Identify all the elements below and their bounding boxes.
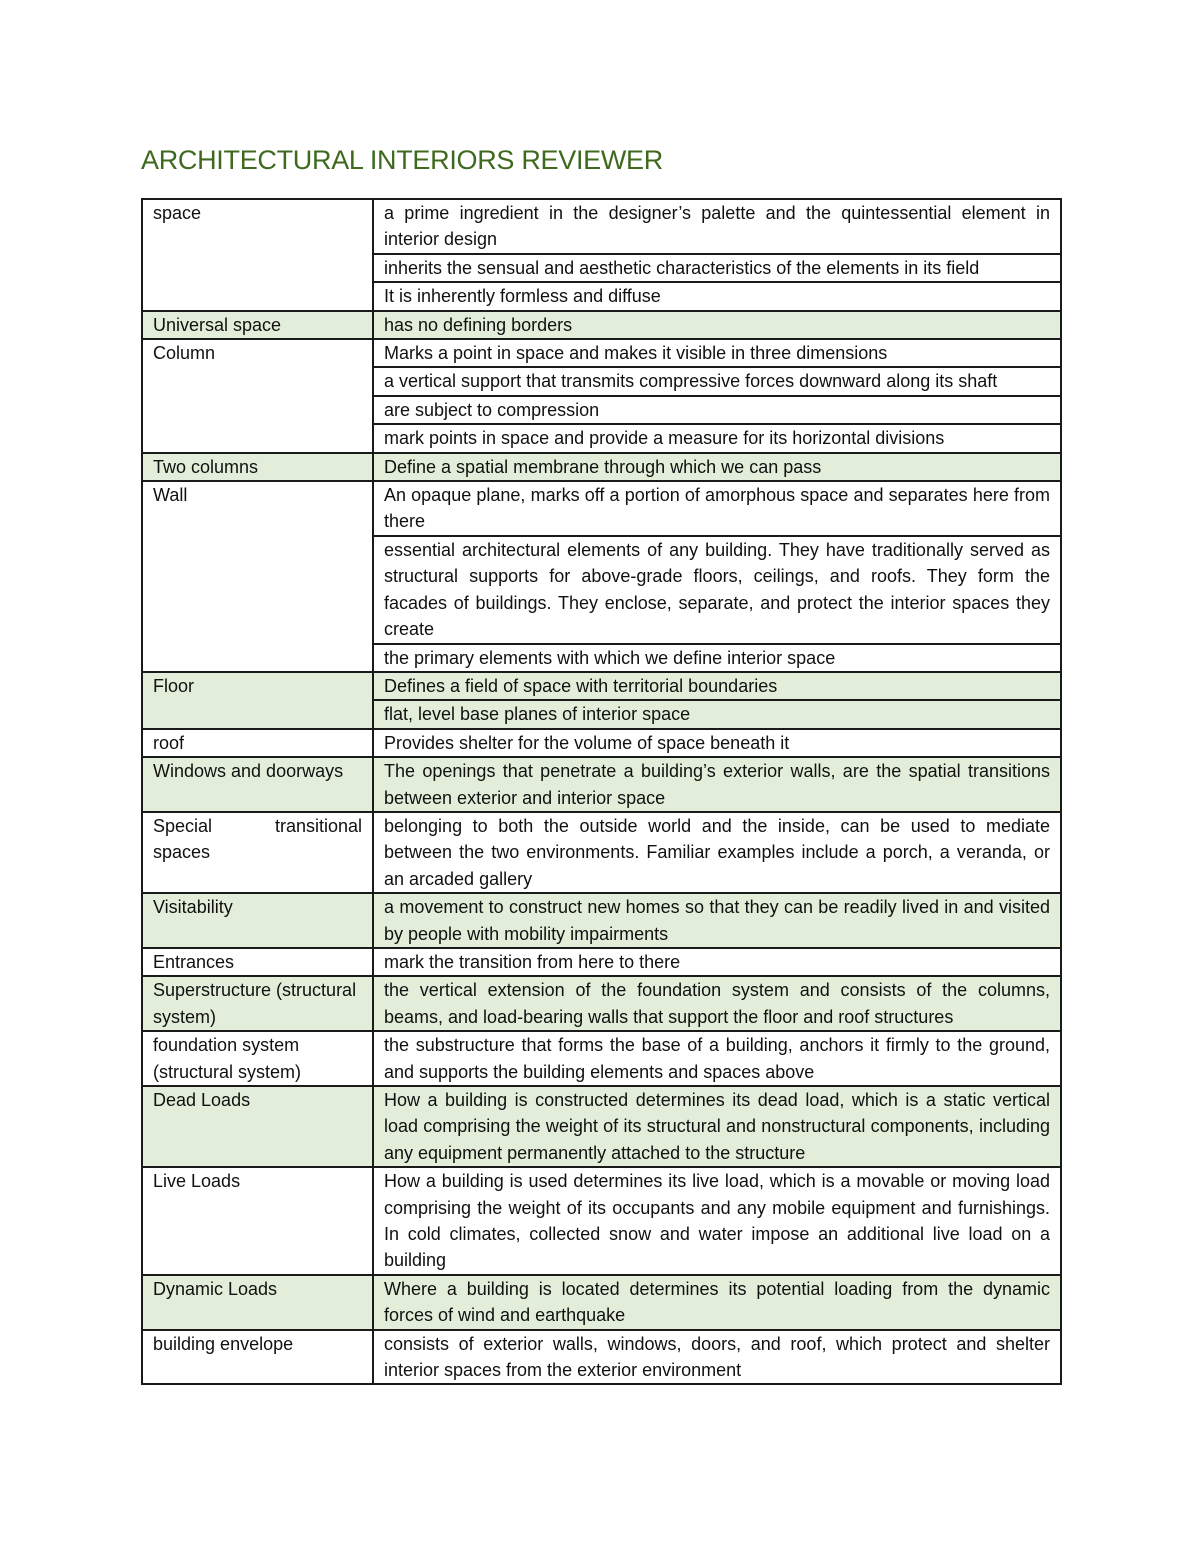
term-cell: Dead Loads bbox=[142, 1086, 373, 1167]
table-row bbox=[142, 729, 1061, 757]
term-cell: Column bbox=[142, 339, 373, 453]
table-row bbox=[142, 481, 1061, 536]
definition-cell: How a building is used determines its live load, which is a movable or moving load comprising the weight of its occupants and any mobile equipment and furnishings. In cold climates, collected snow and water impose an additional live load on a building bbox=[373, 1167, 1061, 1275]
definition-cell: a movement to construct new homes so that they can be readily lived in and visited by people with mobility impairments bbox=[373, 893, 1061, 948]
table-row bbox=[142, 199, 1061, 254]
definition-cell: The openings that penetrate a building’s exterior walls, are the spatial transitions between exterior and interior space bbox=[373, 757, 1061, 812]
definition-cell: inherits the sensual and aesthetic characteristics of the elements in its field bbox=[373, 254, 1061, 282]
table-row bbox=[142, 1330, 1061, 1385]
table-row bbox=[142, 453, 1061, 481]
table-row bbox=[142, 948, 1061, 976]
page-title: ARCHITECTURAL INTERIORS REVIEWER bbox=[141, 145, 663, 175]
term-cell: Two columns bbox=[142, 453, 373, 481]
definition-cell: It is inherently formless and diffuse bbox=[373, 282, 1061, 310]
table-row bbox=[142, 1086, 1061, 1167]
table-row bbox=[142, 757, 1061, 812]
term-cell: space bbox=[142, 199, 373, 311]
table-row bbox=[142, 1167, 1061, 1275]
term-cell: Floor bbox=[142, 672, 373, 729]
term-cell: Live Loads bbox=[142, 1167, 373, 1275]
definition-cell: Marks a point in space and makes it visible in three dimensions bbox=[373, 339, 1061, 367]
definition-cell: the substructure that forms the base of a building, anchors it firmly to the ground, and supports the building elements and spaces above bbox=[373, 1031, 1061, 1086]
term-cell: Wall bbox=[142, 481, 373, 672]
term-cell: roof bbox=[142, 729, 373, 757]
term-cell: Superstructure (structural system) bbox=[142, 976, 373, 1031]
definition-cell: Provides shelter for the volume of space beneath it bbox=[373, 729, 1061, 757]
table-row bbox=[142, 893, 1061, 948]
table-row bbox=[142, 672, 1061, 700]
definition-cell: Define a spatial membrane through which we can pass bbox=[373, 453, 1061, 481]
term-cell: Universal space bbox=[142, 311, 373, 339]
definition-cell: belonging to both the outside world and the inside, can be used to mediate between the two environments. Familiar examples include a porch, a veranda, or an arcaded gallery bbox=[373, 812, 1061, 893]
definition-cell: has no defining borders bbox=[373, 311, 1061, 339]
term-cell: Dynamic Loads bbox=[142, 1275, 373, 1330]
term-cell: foundation system (structural system) bbox=[142, 1031, 373, 1086]
definition-cell: a vertical support that transmits compressive forces downward along its shaft bbox=[373, 367, 1061, 395]
term-cell: Entrances bbox=[142, 948, 373, 976]
term-cell: Visitability bbox=[142, 893, 373, 948]
definition-cell: consists of exterior walls, windows, doors, and roof, which protect and shelter interior spaces from the exterior environment bbox=[373, 1330, 1061, 1385]
definition-cell: Where a building is located determines its potential loading from the dynamic forces of wind and earthquake bbox=[373, 1275, 1061, 1330]
definition-cell: Defines a field of space with territorial boundaries bbox=[373, 672, 1061, 700]
reviewer-table-body bbox=[142, 199, 1061, 1384]
term-cell: Special transitional spaces bbox=[142, 812, 373, 893]
definition-cell: An opaque plane, marks off a portion of amorphous space and separates here from there bbox=[373, 481, 1061, 536]
definition-cell: How a building is constructed determines its dead load, which is a static vertical load comprising the weight of its structural and nonstructural components, including any equipment permanently attached to the structure bbox=[373, 1086, 1061, 1167]
definition-cell: mark the transition from here to there bbox=[373, 948, 1061, 976]
definition-cell: the primary elements with which we define interior space bbox=[373, 644, 1061, 672]
definition-cell: a prime ingredient in the designer’s palette and the quintessential element in interior design bbox=[373, 199, 1061, 254]
table-row bbox=[142, 976, 1061, 1031]
definition-cell: flat, level base planes of interior space bbox=[373, 700, 1061, 728]
table-row bbox=[142, 1275, 1061, 1330]
table-row bbox=[142, 339, 1061, 367]
definition-cell: are subject to compression bbox=[373, 396, 1061, 424]
definition-cell: the vertical extension of the foundation system and consists of the columns, beams, and load-bearing walls that support the floor and roof structures bbox=[373, 976, 1061, 1031]
definition-cell: mark points in space and provide a measure for its horizontal divisions bbox=[373, 424, 1061, 452]
term-cell: Windows and doorways bbox=[142, 757, 373, 812]
table-row bbox=[142, 812, 1061, 893]
term-cell: building envelope bbox=[142, 1330, 373, 1385]
reviewer-table bbox=[141, 198, 1062, 1385]
table-row bbox=[142, 311, 1061, 339]
definition-cell: essential architectural elements of any building. They have traditionally served as structural supports for above-grade floors, ceilings, and roofs. They form the facades of buildings. They enclose, separate, and protect the interior spaces they create bbox=[373, 536, 1061, 644]
table-row bbox=[142, 1031, 1061, 1086]
